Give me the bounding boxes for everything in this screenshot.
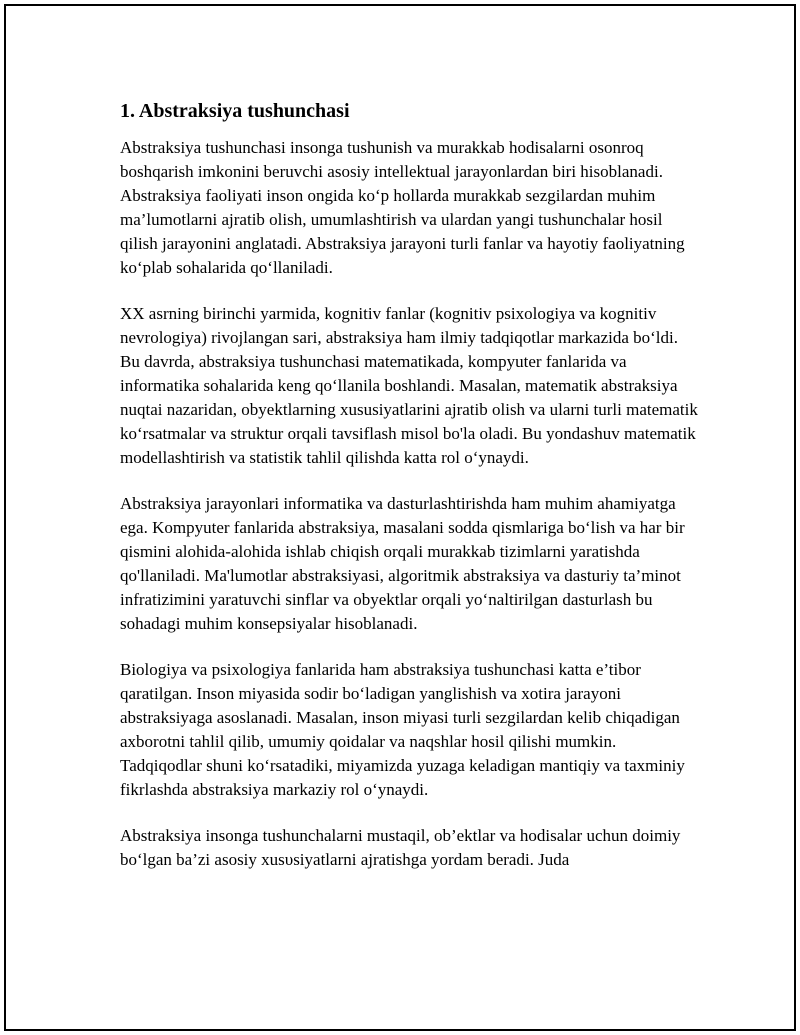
paragraph-2: XX asrning birinchi yarmida, kognitiv fanlar (kognitiv psixologiya va kognitiv nevrologiya) rivojlangan sari, abstraksiya ham ilmiy tadqiqotlar markazida bo‘ldi. Bu davrda, abstraksiya tushunchasi matematikada, kompyuter fanlarida va informatika sohalarida keng qo‘llanila boshlandi. Masalan, matematik abstraksiya nuqtai nazaridan, obyektlarning xususiyatlarini ajratib olish va ularni turli matematik ko‘rsatmalar va struktur orqali tavsiflash misol bo'la oladi. Bu yondashuv matematik modellashtirish va statistik tahlil qilishda katta rol o‘ynaydi. [120, 304, 698, 467]
document-content [120, 98, 700, 872]
document-page [4, 4, 796, 1031]
paragraph-5: Abstraksiya insonga tushunchalarni mustaqil, ob’ektlar va hodisalar uchun doimiy bo‘lgan ba’zi asosiy xusυsiyatlarni ajratishga yordam beradi. Juda [120, 826, 681, 869]
section-heading: 1. Abstraksiya tushunchasi [120, 100, 350, 122]
paragraph-4: Biologiya va psixologiya fanlarida ham abstraksiya tushunchasi katta e’tibor qaratilgan. Inson miyasida sodir bo‘ladigan yanglishish va xotira jarayoni abstraksiyaga asoslanadi. Masalan, inson miyasi turli sezgilardan kelib chiqadigan axborotni tahlil qilib, umumiy qoidalar va naqshlar hosil qilishi mumkin. Tadqiqodlar shuni ko‘rsatadiki, miyamizda yuzaga keladigan mantiqiy va taxminiy fikrlashda abstraksiya markaziy rol o‘ynaydi. [120, 660, 685, 799]
paragraph-3: Abstraksiya jarayonlari informatika va dasturlashtirishda ham muhim ahamiyatga ega. Kompyuter fanlarida abstraksiya, masalani sodda qismlariga bo‘lish va har bir qismini alohida-alohida ishlab chiqish orqali murakkab tizimlarni yaratishda qo'llaniladi. Ma'lumotlar abstraksiyasi, algoritmik abstraksiya va dasturiy ta’minot infratizimini yaratuvchi sinflar va obyektlar orqali yo‘naltirilgan dasturlash bu sohadagi muhim konsepsiyalar hisoblanadi. [120, 494, 685, 633]
paragraph-1: Abstraksiya tushunchasi insonga tushunish va murakkab hodisalarni osonroq boshqarish imkonini beruvchi asosiy intellektual jarayonlardan biri hisoblanadi. Abstraksiya faoliyati inson ongida ko‘p hollarda murakkab sezgilardan muhim ma’lumotlarni ajratib olish, umumlashtirish va ulardan yangi tushunchalar hosil qilish jarayonini anglatadi. Abstraksiya jarayoni turli fanlar va hayotiy faoliyatning ko‘plab sohalarida qo‘llaniladi. [120, 138, 685, 277]
